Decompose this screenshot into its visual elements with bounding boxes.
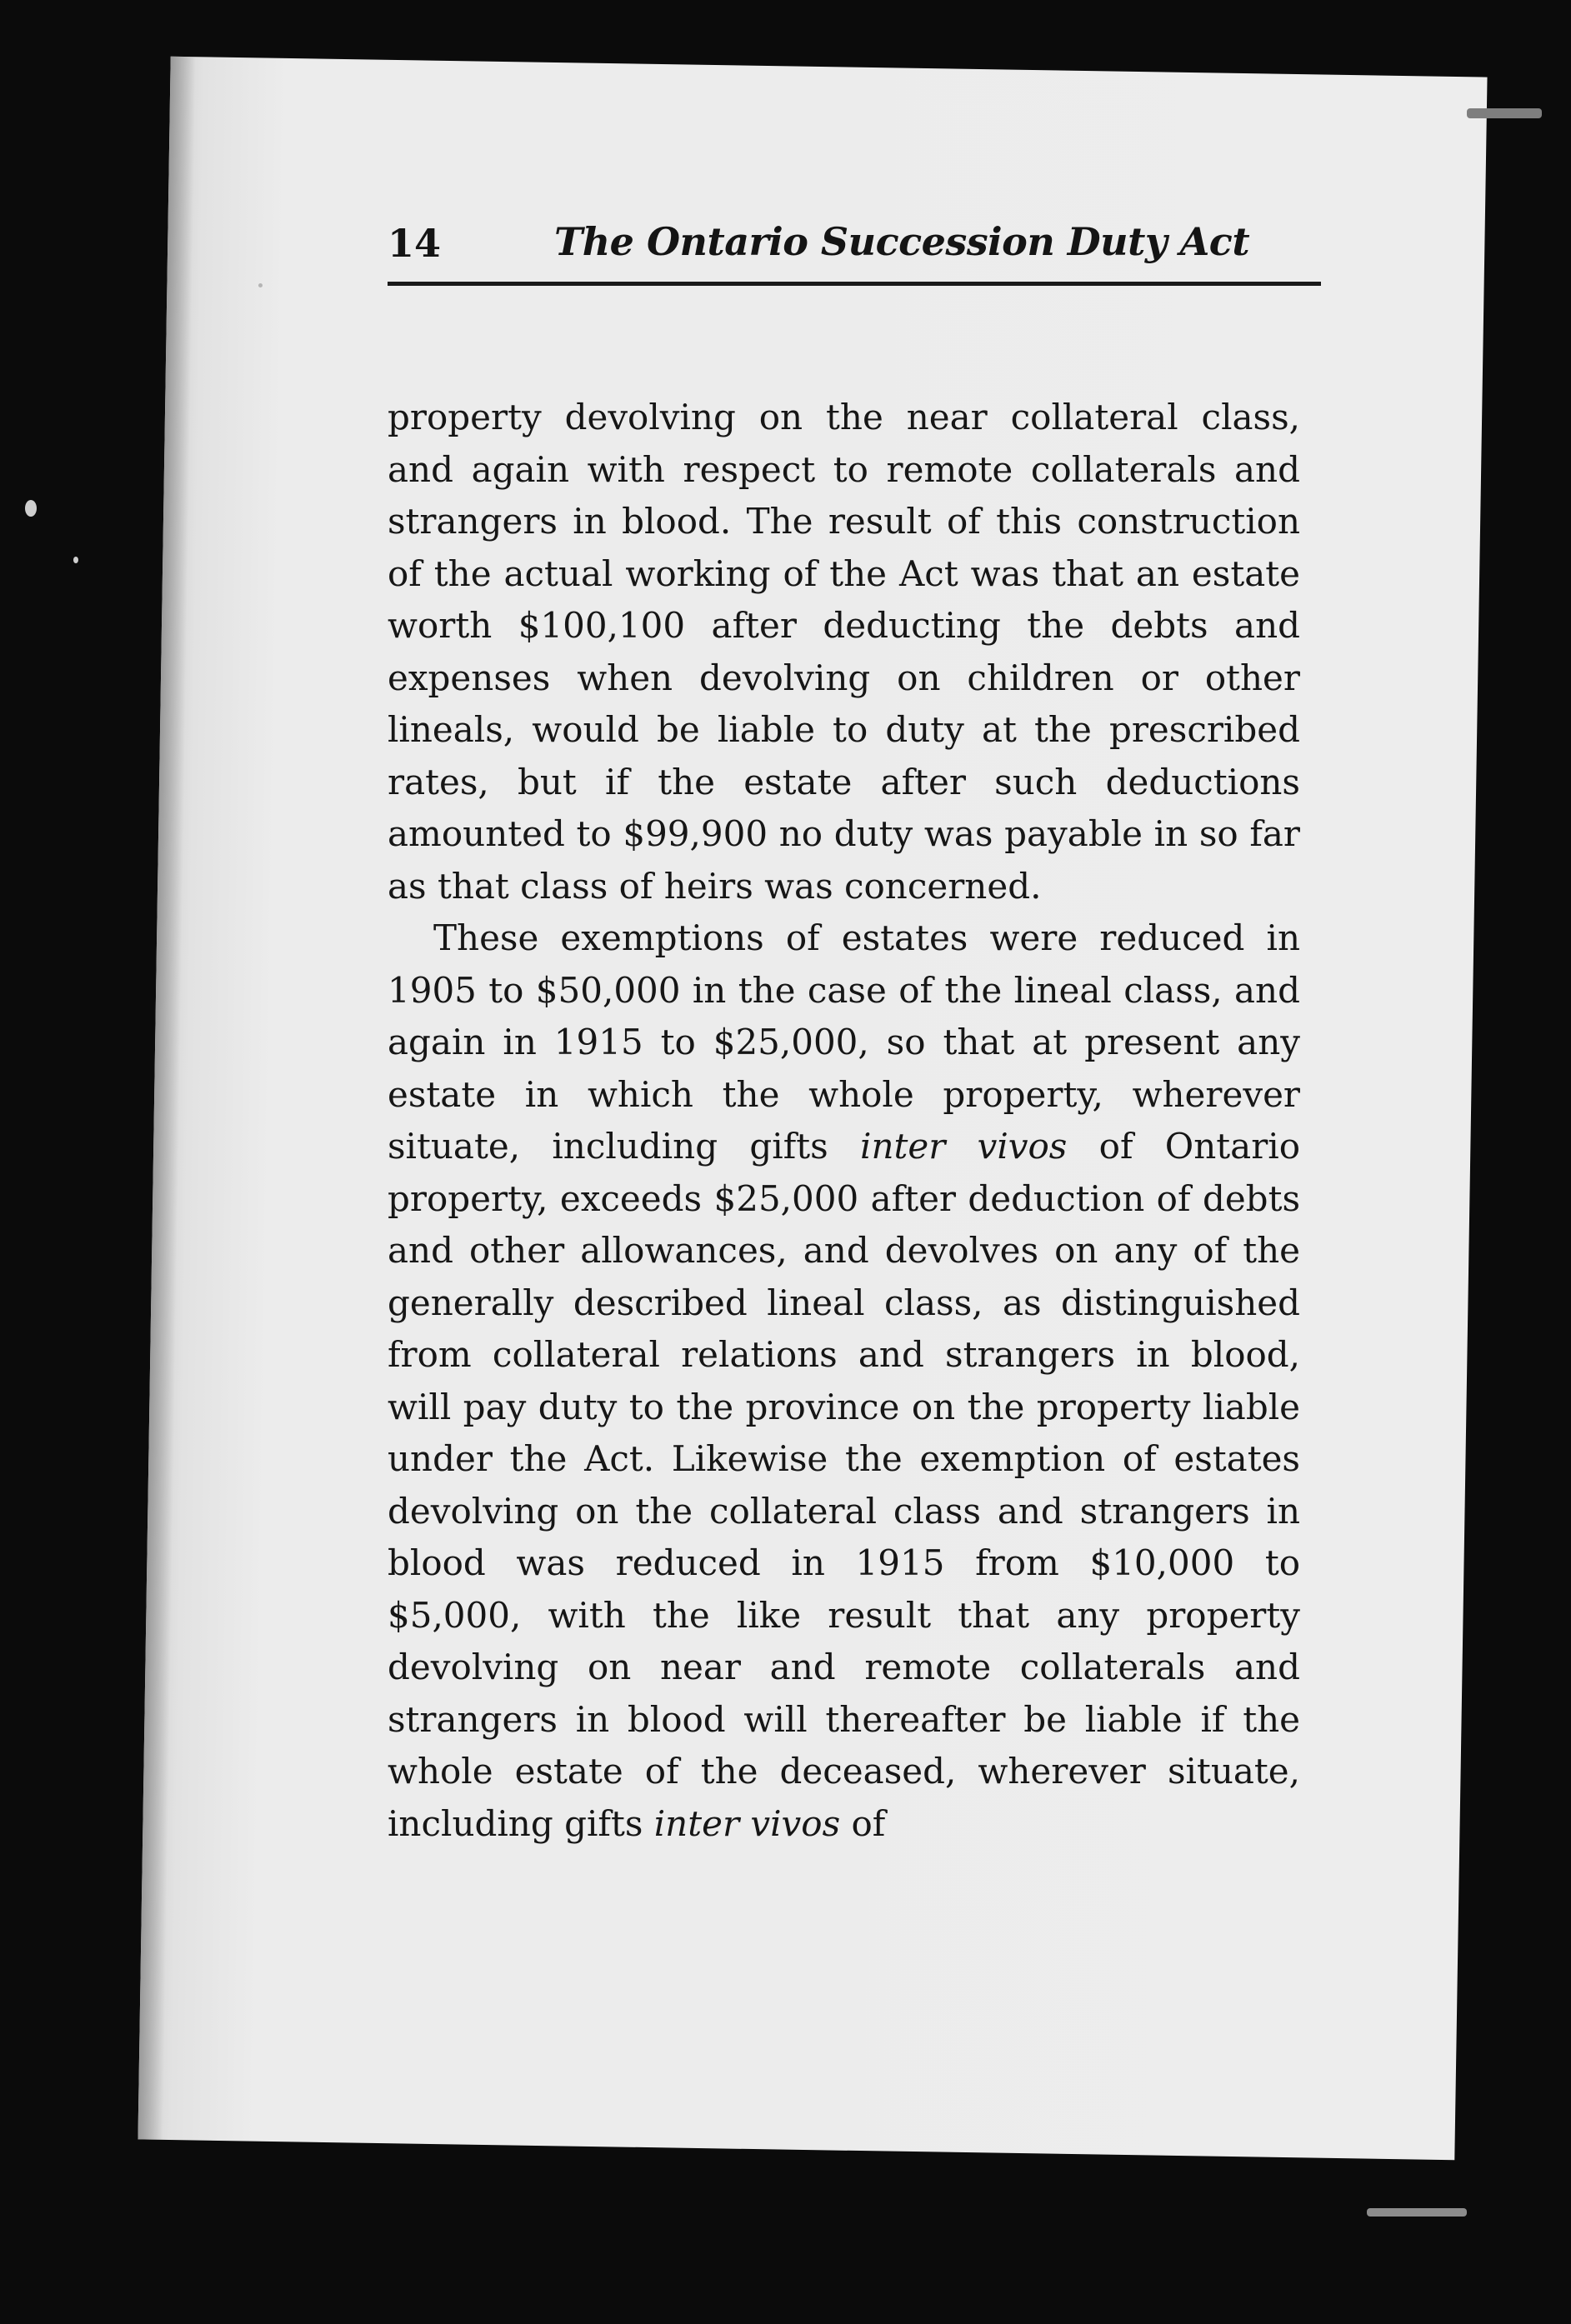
paragraph-2-text: of Ontario property, exceeds $25,000 after deduction of debts and other allowances, and devolves on any of the generally described lineal class, as distinguished from collateral relations and strangers in blood, will pay duty to the province on the property liable under the Act. Likewise the exemption of estates devolving on the collateral class and strangers in blood was reduced in 1915 from $10,000 to $5,000, with the like result that any property devolving on near and remote collaterals and strangers in blood will thereafter be liable if the whole estate of the deceased, wherever situate, including gifts	[388, 1126, 1301, 1844]
italic-phrase: inter vivos	[653, 1802, 841, 1844]
paragraph-2	[388, 912, 1300, 1850]
page-number: 14	[388, 221, 442, 266]
page-header	[388, 212, 1325, 304]
paragraph-1: property devolving on the near collateral class, and again with respect to remote collaterals and strangers in blood. The result of this construction of the actual working of the Act was that an estate worth $100,100 after deducting the debts and expenses when devolving on children or other lineals, would be liable to duty at the prescribed rates, but if the estate after such deductions amounted to $99,900 no duty was payable in so far as that class of heirs was concerned.	[388, 397, 1300, 907]
body-text	[388, 392, 1300, 1850]
dust-speck	[73, 557, 78, 563]
dust-speck	[1467, 108, 1542, 118]
dust-speck	[25, 500, 37, 517]
running-title: The Ontario Succession Duty Act	[554, 219, 1250, 264]
paragraph-2-text: of	[840, 1802, 886, 1844]
dust-speck	[1367, 2208, 1467, 2217]
binding-shadow	[138, 57, 195, 2140]
dust-speck	[258, 283, 263, 287]
italic-phrase: inter vivos	[860, 1126, 1068, 1167]
header-rule	[388, 282, 1321, 286]
paragraph-2-text: These exemptions of estates were reduced in 1905 to $50,000 in the case of the lineal class, and again in 1915 to $25,000, so that at present any estate in which the whole property, wherever situate, including gifts	[388, 917, 1300, 1167]
